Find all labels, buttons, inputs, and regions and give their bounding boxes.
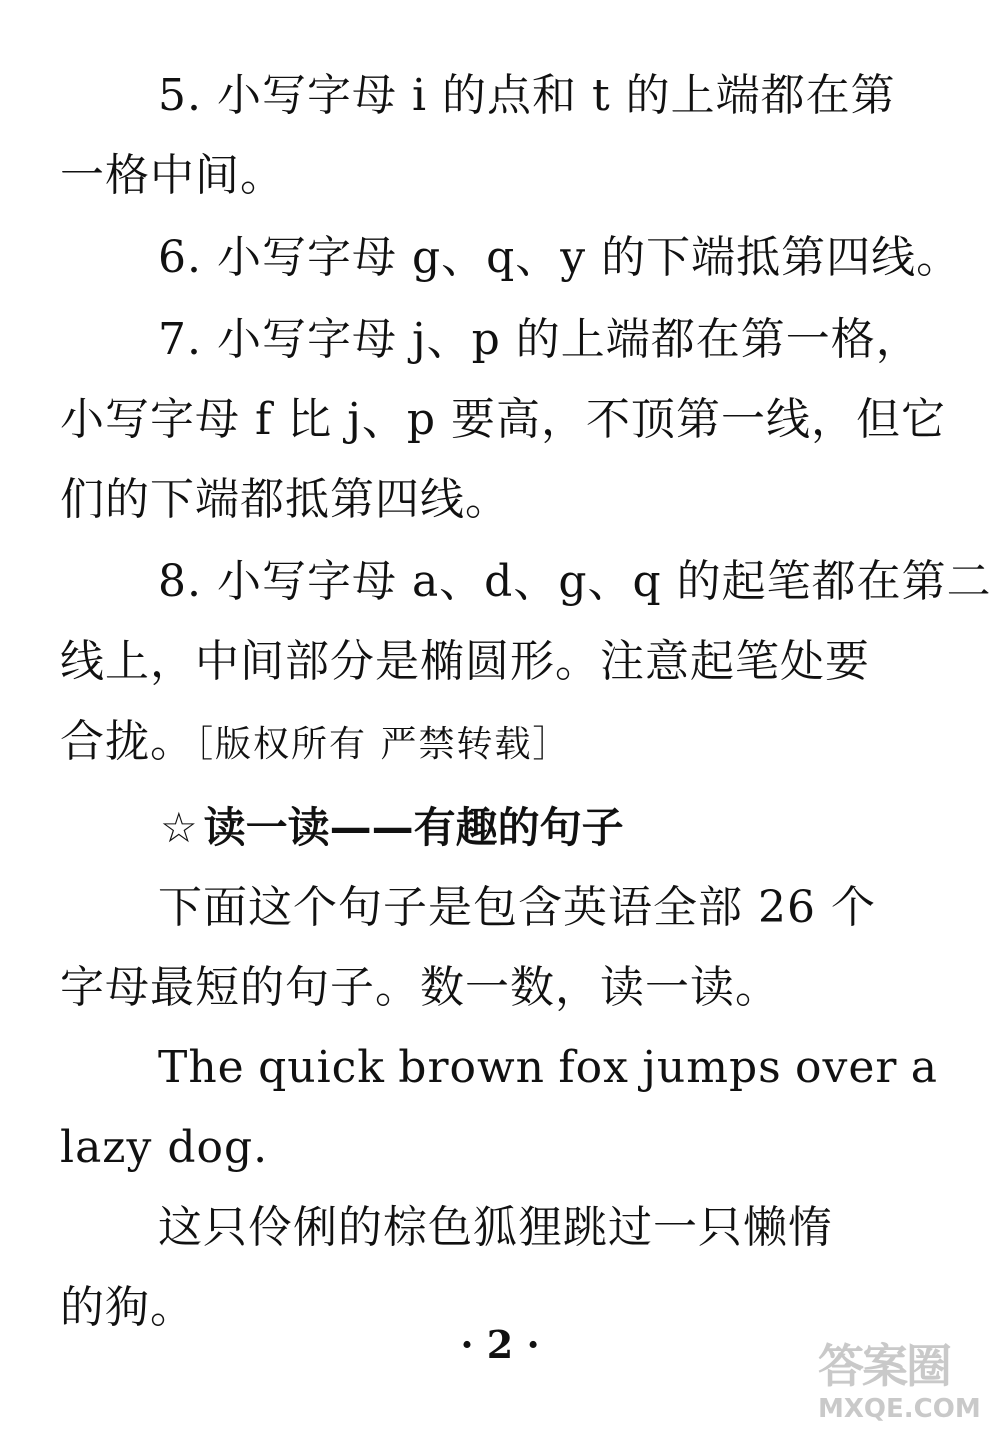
translation-line-1: 这只伶俐的棕色狐狸跳过一只懒惰 (158, 1202, 833, 1253)
rule-7-line-3: 们的下端都抵第四线。 (60, 474, 510, 525)
english-word: over (795, 1042, 898, 1093)
english-word: quick (258, 1042, 385, 1093)
page-number: · 2 · (460, 1322, 540, 1367)
english-word: jumps (642, 1042, 782, 1093)
rule-5-line-1: 5. 小写字母 i 的点和 t 的上端都在第 (158, 70, 896, 121)
english-word: a (910, 1042, 938, 1093)
star-icon: ☆ (160, 803, 198, 852)
translation-line-2: 的狗。 (60, 1282, 195, 1333)
rule-7-line-1: 7. 小写字母 j、p 的上端都在第一格， (158, 314, 921, 365)
rule-8-line-3-text: 合拢。 (60, 716, 195, 767)
intro-line-2: 字母最短的句子。数一数，读一读。 (60, 962, 780, 1013)
rule-5-line-2: 一格中间。 (60, 150, 285, 201)
english-sentence-line-2: lazy dog. (60, 1122, 269, 1173)
rule-8-line-3 (60, 712, 570, 775)
rule-6-line-1: 6. 小写字母 g、q、y 的下端抵第四线。 (158, 232, 962, 283)
section-heading (160, 798, 624, 858)
watermark-bottom: MXQE.COM (818, 1394, 981, 1424)
english-word: The (158, 1042, 245, 1093)
english-sentence-line-1 (158, 1038, 938, 1098)
watermark-logo (818, 1338, 988, 1436)
watermark-top: 答案圈 (818, 1339, 950, 1393)
rule-8-line-2: 线上，中间部分是椭圆形。注意起笔处要 (60, 636, 870, 687)
english-word: brown (398, 1042, 545, 1093)
intro-line-1: 下面这个句子是包含英语全部 26 个 (158, 882, 876, 933)
rule-7-line-2: 小写字母 f 比 j、p 要高，不顶第一线，但它 (60, 394, 947, 445)
rule-8-line-1: 8. 小写字母 a、d、g、q 的起笔都在第二 (158, 556, 992, 607)
english-word: fox (558, 1042, 629, 1093)
section-title: 读一读——有趣的句子 (203, 803, 624, 852)
copyright-note: ［版权所有 严禁转载］ (195, 724, 571, 765)
